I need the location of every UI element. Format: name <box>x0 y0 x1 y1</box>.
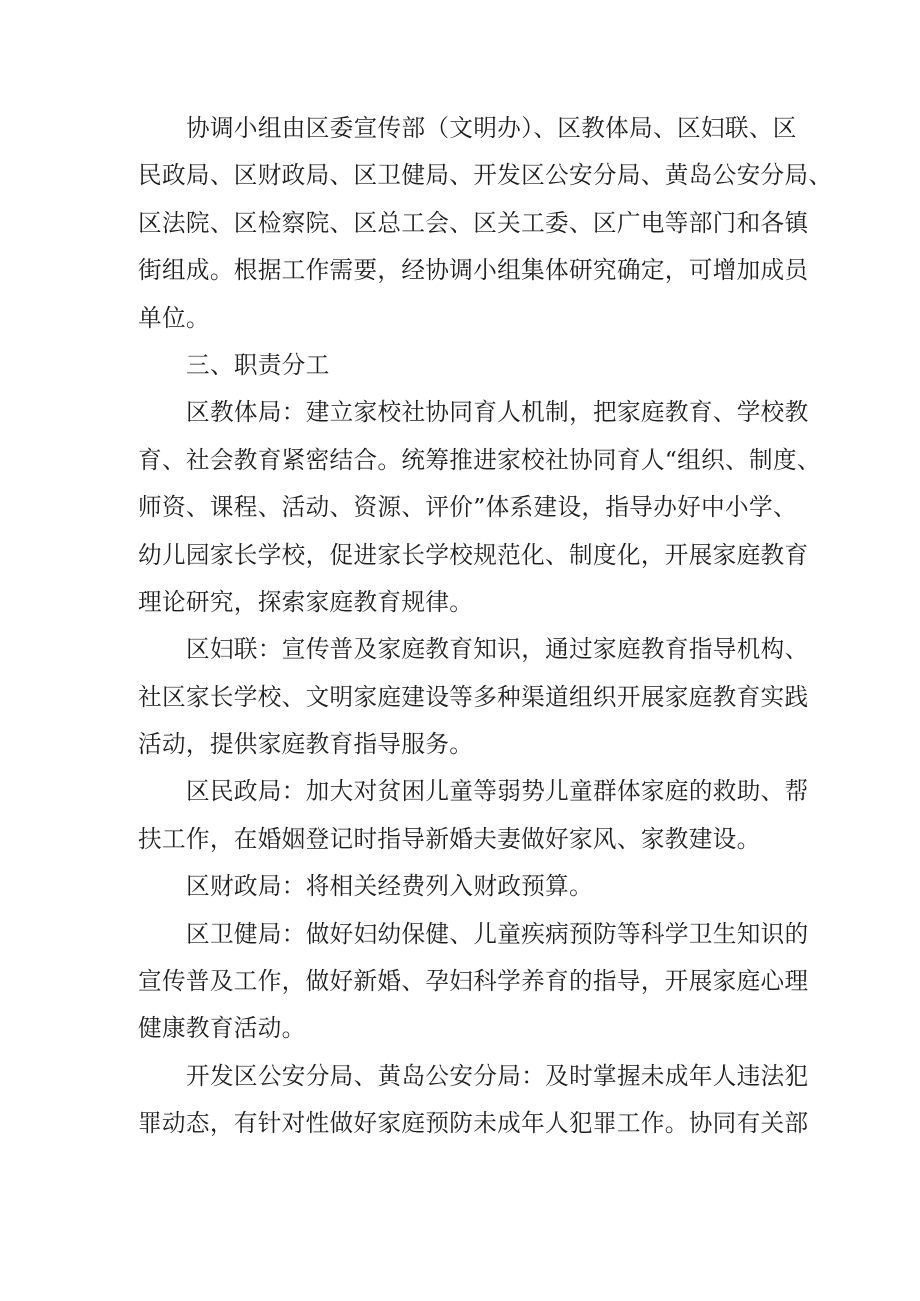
text-line: 开发区公安分局、黄岛公安分局：及时掌握未成年人违法犯 <box>186 1061 809 1090</box>
text-line: 区民政局：加大对贫困儿童等弱势儿童群体家庭的救助、帮 <box>186 777 809 806</box>
text-line: 区教体局：建立家校社协同育人机制，把家庭教育、学校教 <box>186 398 809 427</box>
section-heading: 三、职责分工 <box>186 350 330 379</box>
text-line: 健康教育活动。 <box>138 1014 306 1043</box>
text-line: 幼儿园家长学校，促进家长学校规范化、制度化，开展家庭教育 <box>138 540 809 569</box>
text-line: 育、社会教育紧密结合。统筹推进家校社协同育人“组织、制度、 <box>138 445 821 474</box>
text-line: 师资、课程、活动、资源、评价”体系建设，指导办好中小学、 <box>138 493 797 522</box>
text-line: 罪动态，有针对性做好家庭预防未成年人犯罪工作。协同有关部 <box>138 1109 809 1138</box>
text-line: 街组成。根据工作需要，经协调小组集体研究确定，可增加成员 <box>138 256 809 285</box>
text-line: 扶工作，在婚姻登记时指导新婚夫妻做好家风、家教建设。 <box>138 824 761 853</box>
text-line: 协调小组由区委宣传部（文明办）、区教体局、区妇联、区 <box>186 114 797 142</box>
text-line: 民政局、区财政局、区卫健局、开发区公安分局、黄岛公安分局、 <box>138 161 833 190</box>
text-line: 区财政局：将相关经费列入财政预算。 <box>186 872 594 901</box>
text-line: 宣传普及工作，做好新婚、孕妇科学养育的指导，开展家庭心理 <box>138 967 809 996</box>
text-line: 理论研究，探索家庭教育规律。 <box>138 587 474 616</box>
text-line: 区妇联：宣传普及家庭教育知识，通过家庭教育指导机构、 <box>186 635 809 664</box>
text-line: 单位。 <box>138 303 210 332</box>
document-body <box>138 105 833 1148</box>
text-line: 区卫健局：做好妇幼保健、儿童疾病预防等科学卫生知识的 <box>186 919 809 948</box>
text-line: 活动，提供家庭教育指导服务。 <box>138 730 474 759</box>
text-line: 社区家长学校、文明家庭建设等多种渠道组织开展家庭教育实践 <box>138 682 809 711</box>
text-line: 区法院、区检察院、区总工会、区关工委、区广电等部门和各镇 <box>138 208 809 237</box>
